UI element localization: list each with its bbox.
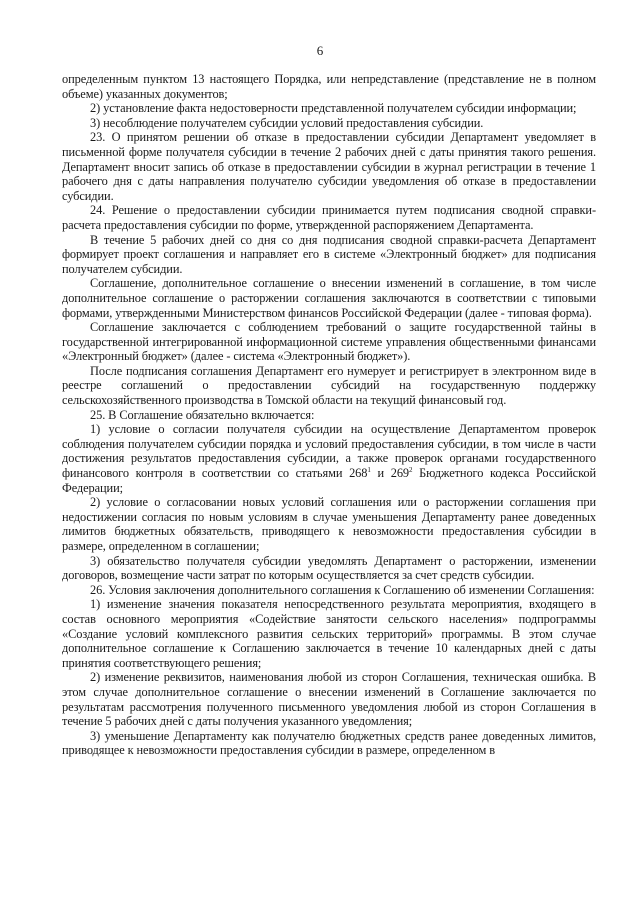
paragraph-text: 3) несоблюдение получателем субсидии условий предоставления субсидии. xyxy=(90,115,484,130)
paragraph xyxy=(62,116,596,131)
paragraph-text: После подписания соглашения Департамент его нумерует и регистрирует в электронном виде в реестре соглашений о предоставлении субсидий на государственную поддержку сельскохозяйственного производства в Томской области на текущий финансовый год. xyxy=(62,363,596,408)
paragraph-text: 3) обязательство получателя субсидии уведомлять Департамент о расторжении, изменении договоров, возмещение части затрат по которым осуществляется за счет средств субсидии. xyxy=(62,553,596,583)
paragraph-text: определенным пунктом 13 настоящего Порядка, или непредставление (представление не в полном объеме) указанных документов; xyxy=(62,72,596,101)
document-body xyxy=(62,72,596,758)
paragraph xyxy=(62,130,596,203)
page-number: 6 xyxy=(316,43,324,58)
paragraph-text: Соглашение, дополнительное соглашение о внесении изменений в соглашение, в том числе дополнительное соглашение о расторжении соглашения заключаются в соответствии с типовыми формами, утвержденными Министерством финансов Российской Федерации (далее - типовая форма). xyxy=(62,276,596,320)
paragraph xyxy=(62,203,596,232)
paragraph-text: Соглашение заключается с соблюдением требований о защите государственной тайны в государственной интегрированной информационной системе управления общественными финансами «Электронный бюджет» (далее - система «Электронный бюджет»). xyxy=(62,320,596,364)
superscript: 2 xyxy=(409,465,413,474)
paragraph xyxy=(62,364,596,408)
paragraph xyxy=(62,276,596,320)
paragraph-text: 2) условие о согласовании новых условий соглашения или о расторжении соглашения при недостижении согласия по новым условиям в случае уменьшения Департаменту ранее доведенных лимитов бюджетных обязательств, приводящего к невозможности предоставления субсидии в размере, определенном в соглашении; xyxy=(62,495,596,553)
paragraph-text: 25. В Соглашение обязательно включается: xyxy=(90,407,315,422)
paragraph-text: 1) изменение значения показателя непосредственного результата мероприятия, входящего в состав основного мероприятия «Содействие занятости сельского населения» подпрограммы «Создание условий комплексного развития сельских территорий» программы. В этом случае дополнительное соглашение к Соглашению заключается в течение 10 календарных дней с даты принятия соответствующего решения; xyxy=(62,597,596,670)
paragraph-text: В течение 5 рабочих дней со дня со дня подписания сводной справки-расчета Департамент формирует проект соглашения и направляет его в системе «Электронный бюджет» для подписания получателем субсидии. xyxy=(62,232,596,276)
paragraph xyxy=(62,422,596,495)
paragraph xyxy=(62,583,596,598)
superscript: 1 xyxy=(367,465,371,474)
paragraph xyxy=(62,233,596,277)
paragraph-text: 23. О принятом решении об отказе в предоставлении субсидии Департамент уведомляет в письменной форме получателя субсидии в течение 2 рабочих дней с даты принятия такого решения. Департамент вносит запись об отказе в предоставлении субсидии в журнал регистрации в течение 1 рабочего дня с даты направления получателю субсидии уведомления об отказе в предоставлении субсидии. xyxy=(62,130,596,203)
paragraph xyxy=(62,495,596,553)
paragraph-text: 26. Условия заключения дополнительного соглашения к Соглашению об изменении Соглашения: xyxy=(90,582,595,597)
paragraph xyxy=(62,554,596,583)
paragraph-text: 24. Решение о предоставлении субсидии принимается путем подписания сводной справки-расчета предоставления субсидии по форме, утвержденной распоряжением Департамента. xyxy=(62,203,596,232)
paragraph xyxy=(62,670,596,728)
paragraph-text: 2) установление факта недостоверности представленной получателем субсидии информации; xyxy=(90,101,577,116)
paragraph xyxy=(62,72,596,101)
paragraph-text: 1) условие о согласии получателя субсидии на осуществление Департаментом проверок соблюдения получателем субсидии порядка и условий предоставления субсидии, в том числе в части достижения результатов предоставления субсидии, а также проверок органами государственного финансового контроля в соответствии со статьями 268 xyxy=(62,422,596,481)
paragraph-text: 3) уменьшение Департаменту как получателю бюджетных средств ранее доведенных лимитов, приводящее к невозможности предоставления субсидии в размере, определенном в xyxy=(62,728,596,758)
paragraph-text: и 269 xyxy=(370,466,410,481)
paragraph-text: 2) изменение реквизитов, наименования любой из сторон Соглашения, техническая ошибка. В этом случае дополнительное соглашение о внесении изменений в Соглашение заключается по результатам рассмотрения полученного письменного уведомления любой из сторон Соглашения в течение 5 рабочих дней с даты получения указанного уведомления; xyxy=(62,670,596,729)
paragraph-text: Бюджетного кодекса Российской Федерации; xyxy=(62,466,596,495)
paragraph xyxy=(62,729,596,758)
paragraph xyxy=(62,408,596,423)
paragraph xyxy=(62,101,596,116)
paragraph xyxy=(62,320,596,364)
paragraph xyxy=(62,597,596,670)
